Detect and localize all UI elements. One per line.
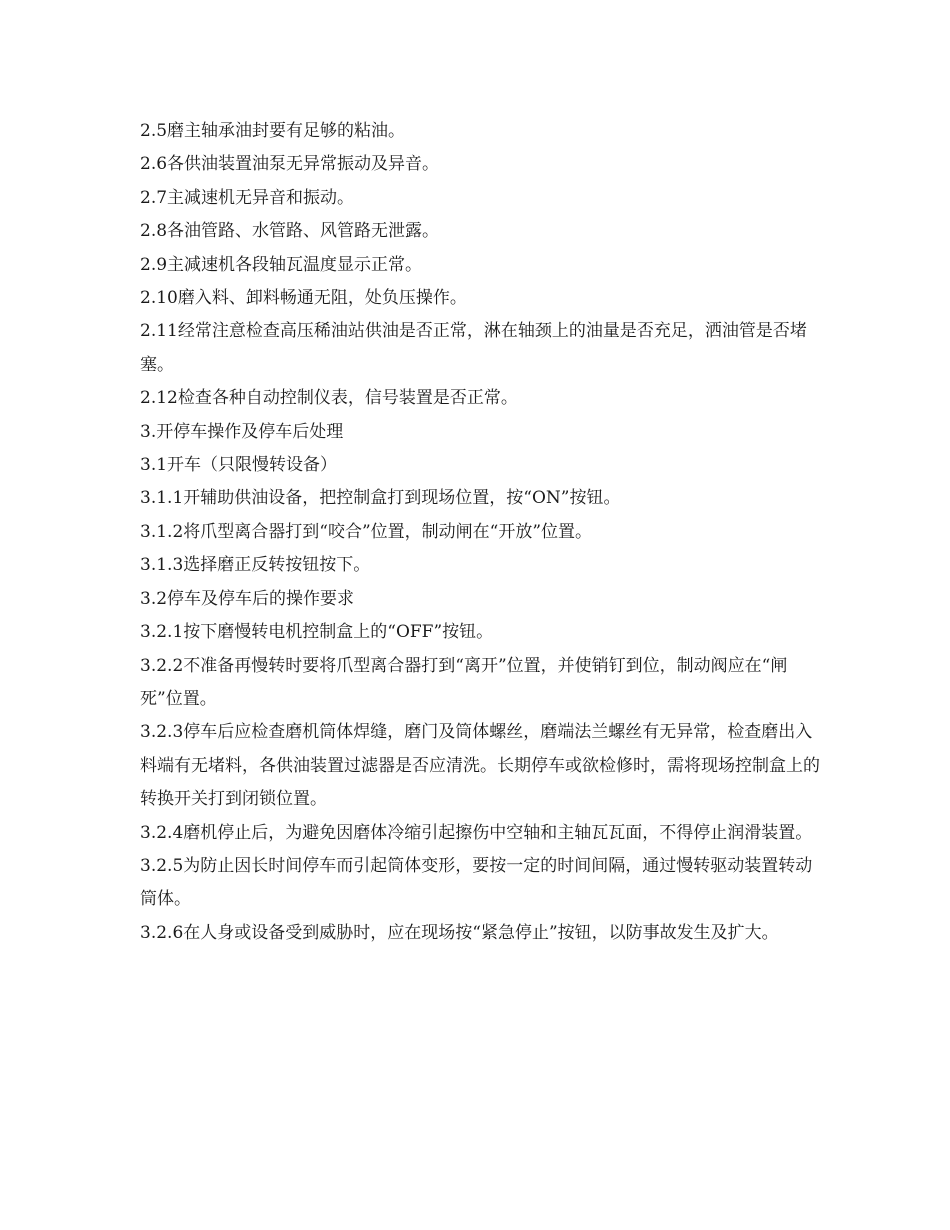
section-heading-3: 3.开停车操作及停车后处理: [140, 421, 344, 442]
subsection-heading-3-1: 3.1开车（只限慢转设备）: [140, 455, 338, 476]
paragraph-3-1-2: 3.1.2将爪型离合器打到“咬合”位置，制动闸在“开放”位置。: [140, 521, 593, 542]
paragraph-3-2-5: 3.2.5为防止因长时间停车而引起筒体变形，要按一定的时间间隔，通过慢转驱动装置转动筒体。: [140, 855, 813, 910]
paragraph-3-2-6: 3.2.6在人身或设备受到威胁时，应在现场按“紧急停止”按钮，以防事故发生及扩大。: [140, 922, 779, 943]
paragraph-3-2-3: 3.2.3停车后应检查磨机筒体焊缝，磨门及筒体螺丝，磨端法兰螺丝有无异常，检查磨出入料端有无堵料，各供油装置过滤器是否应清洗。长期停车或欲检修时，需将现场控制盒上的转换开关打到闭锁位置。: [140, 722, 820, 810]
paragraph-2-8: 2.8各油管路、水管路、风管路无泄露。: [140, 221, 440, 242]
paragraph-3-2-2: 3.2.2不准备再慢转时要将爪型离合器打到“离开”位置，并使销钉到位，制动阀应在“闸死”位置。: [140, 655, 788, 709]
paragraph-2-6: 2.6各供油装置油泵无异常振动及异音。: [140, 154, 440, 175]
paragraph-3-1-3: 3.1.3选择磨正反转按钮按下。: [140, 555, 371, 576]
paragraph-2-5: 2.5磨主轴承油封要有足够的粘油。: [140, 121, 406, 141]
paragraph-2-7: 2.7主减速机无异音和振动。: [140, 187, 355, 208]
paragraph-2-9: 2.9主减速机各段轴瓦温度显示正常。: [140, 254, 423, 275]
paragraph-2-11: 2.11经常注意检查高压稀油站供油是否正常，淋在轴颈上的油量是否充足，洒油管是否堵塞。: [140, 321, 807, 375]
paragraph-3-1-1: 3.1.1开辅助供油设备，把控制盒打到现场位置，按“ON”按钮。: [140, 488, 621, 509]
subsection-heading-3-2: 3.2停车及停车后的操作要求: [140, 588, 355, 609]
paragraph-2-12: 2.12检查各种自动控制仪表，信号装置是否正常。: [140, 388, 518, 409]
paragraph-3-2-1: 3.2.1按下磨慢转电机控制盒上的“OFF”按钮。: [140, 622, 494, 643]
document-body: [140, 115, 820, 950]
paragraph-2-10: 2.10磨入料、卸料畅通无阻，处负压操作。: [140, 288, 467, 309]
paragraph-3-2-4: 3.2.4磨机停止后，为避免因磨体冷缩引起擦伤中空轴和主轴瓦瓦面，不得停止润滑装置。: [140, 822, 813, 843]
